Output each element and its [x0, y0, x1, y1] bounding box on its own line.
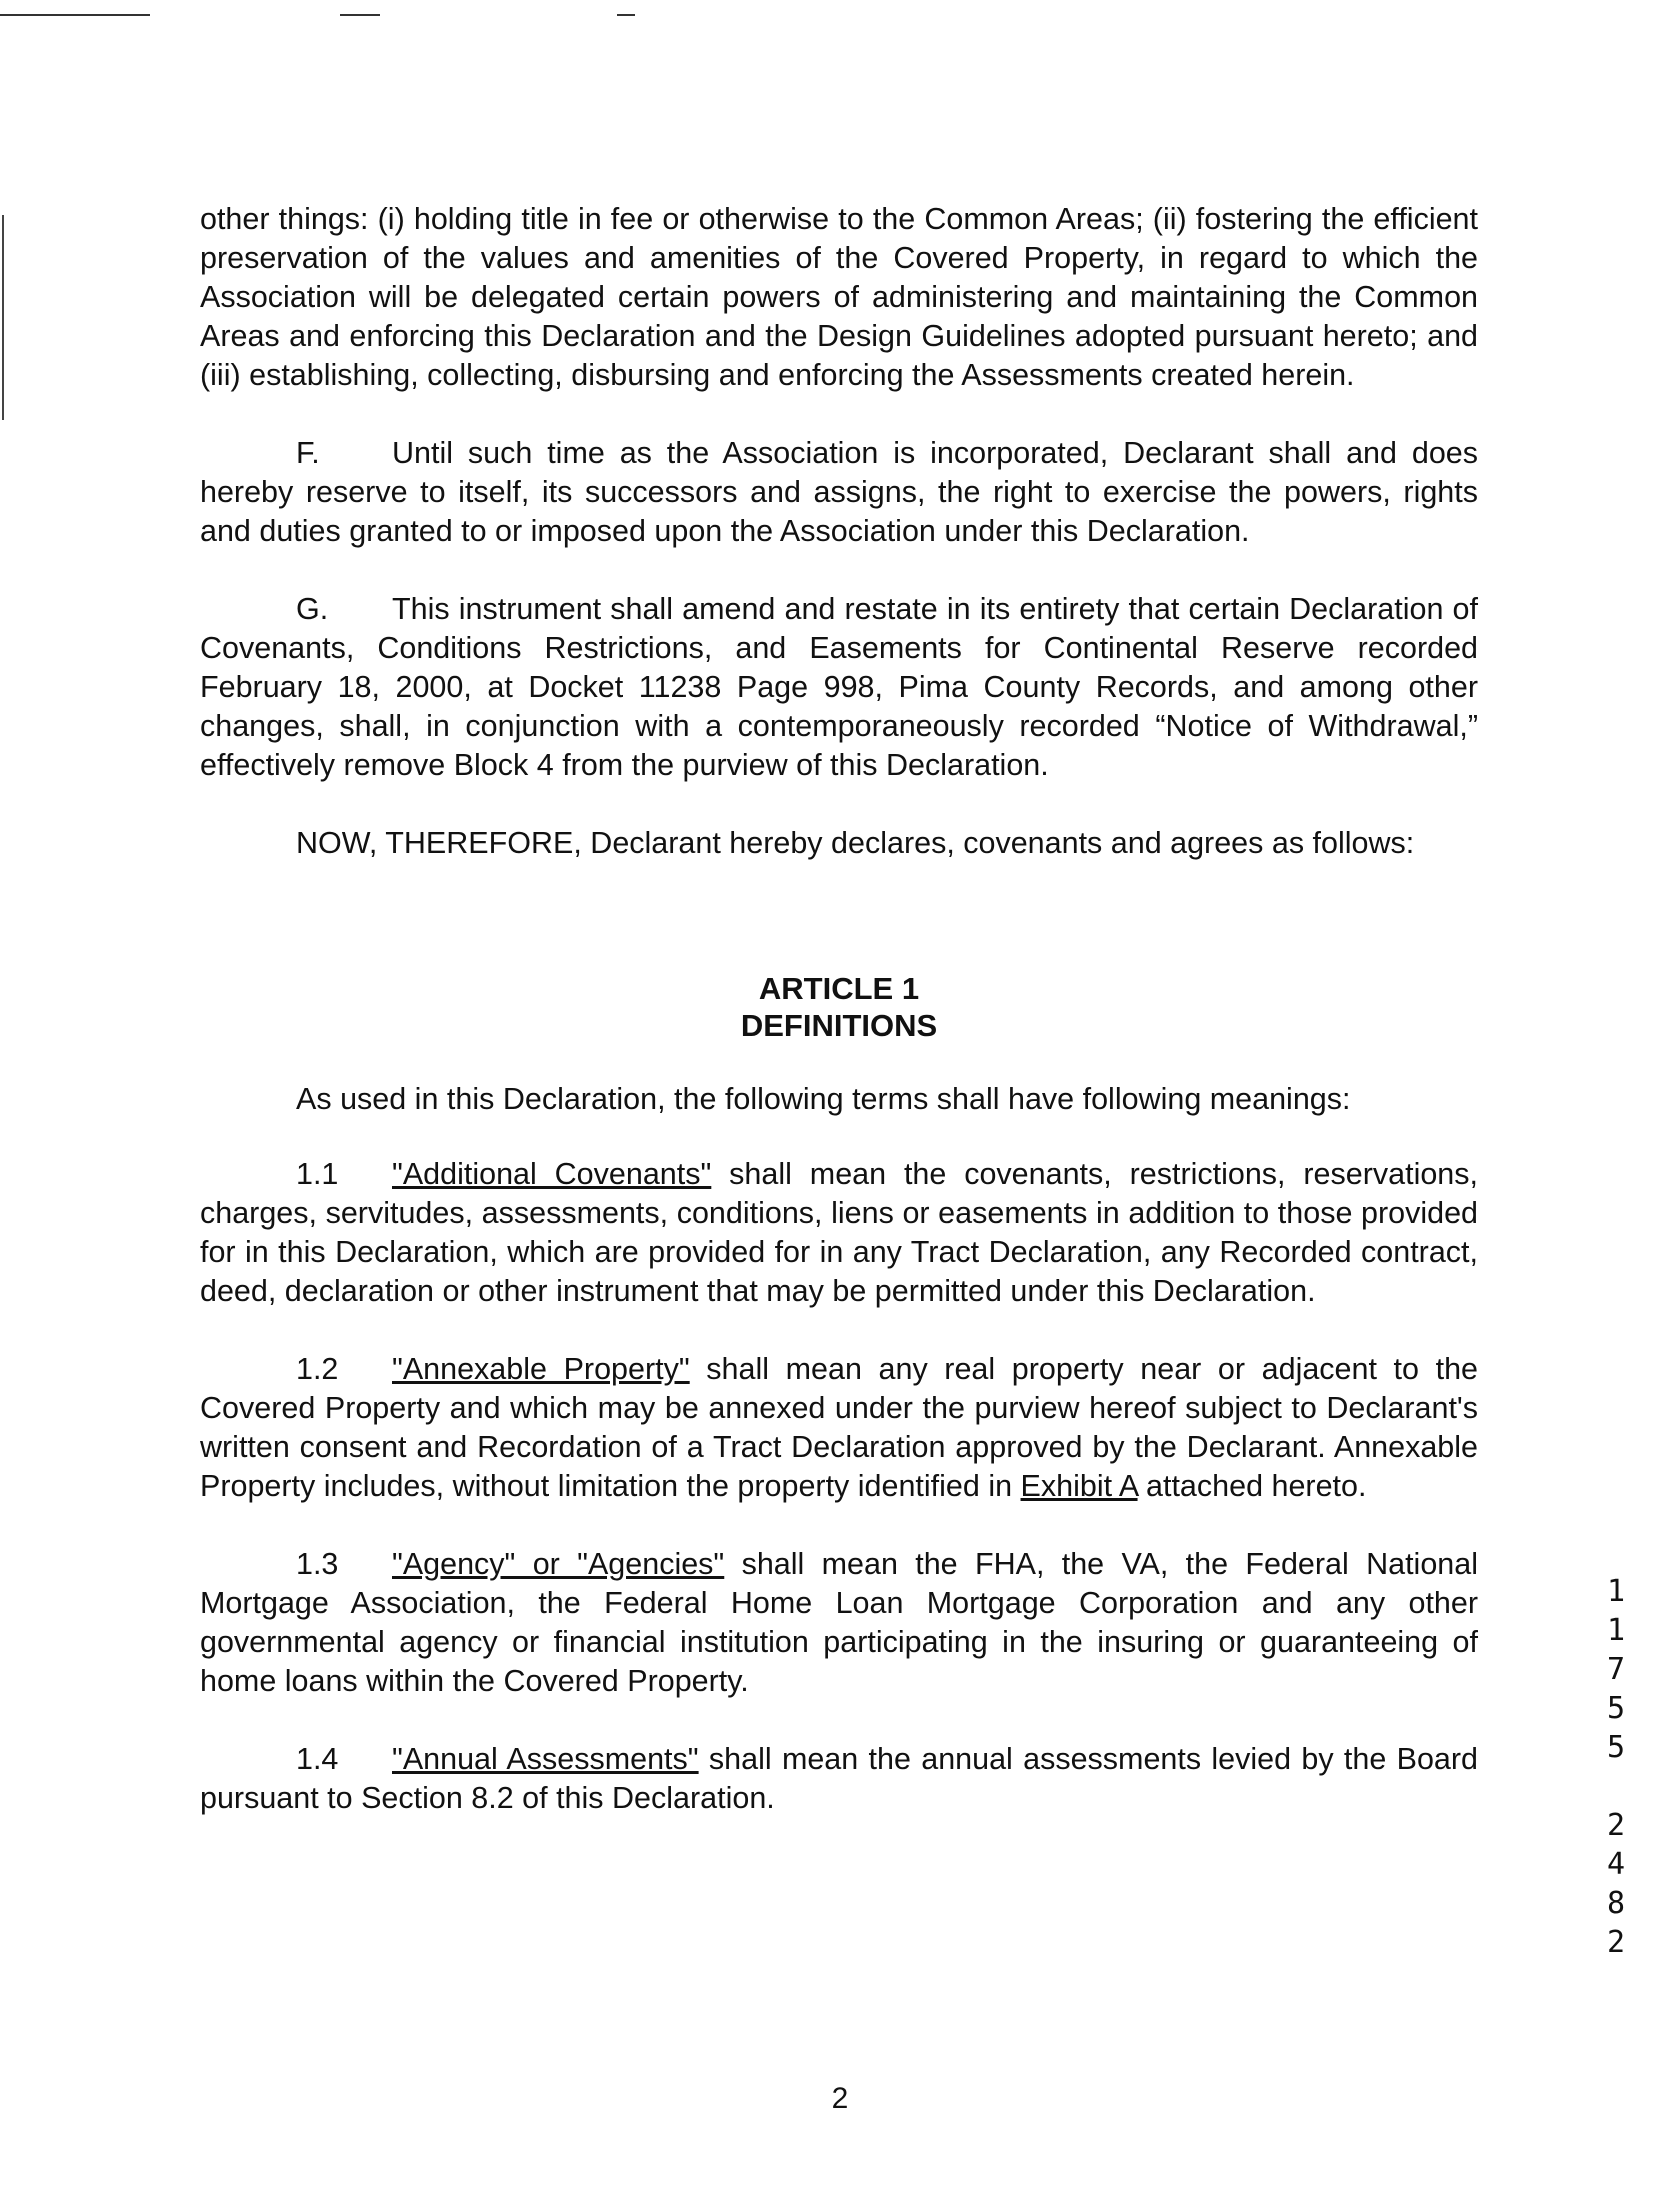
- defined-term: "Additional Covenants": [392, 1157, 712, 1191]
- now-therefore-paragraph: NOW, THEREFORE, Declarant hereby declares, covenants and agrees as follows:: [296, 826, 1415, 860]
- definitions-intro: As used in this Declaration, the following terms shall have following meanings:: [296, 1082, 1351, 1116]
- exhibit-reference: Exhibit A: [1020, 1469, 1138, 1503]
- defined-term: "Agency" or "Agencies": [392, 1547, 725, 1581]
- page-number: 2: [831, 2082, 849, 2115]
- definition-1-1: 1.1 "Additional Covenants" shall mean the covenants, restrictions, reservations, charges, servitudes, assessments, conditions, liens or easements in addition to those provided for in this Declaration, which are provided for in any Tract Declaration, any Recorded contract, deed, declaration or other instrument that may be permitted under this Declaration.: [200, 1157, 1478, 1308]
- article-heading: [200, 970, 1478, 1044]
- defined-term: "Annual Assessments": [392, 1742, 699, 1776]
- paragraph-continued: other things: (i) holding title in fee or otherwise to the Common Areas; (ii) fostering the efficient preservation of the values and amenities of the Covered Property, in regard to which the Association will be delegated certain powers of administering and maintaining the Common Areas and enforcing this Declaration and the Design Guidelines adopted pursuant hereto; and (iii) establishing, collecting, disbursing and enforcing the Assessments created herein.: [200, 202, 1478, 392]
- recital-f: F. Until such time as the Association is incorporated, Declarant shall and does hereby reserve to itself, its successors and assigns, the right to exercise the powers, rights and duties granted to or imposed upon the Association under this Declaration.: [200, 436, 1478, 548]
- document-body: [200, 200, 1478, 1857]
- scan-mark: [617, 14, 635, 16]
- margin-rule: [2, 215, 4, 420]
- article-title: DEFINITIONS: [740, 1008, 938, 1043]
- defined-term: "Annexable Property": [392, 1352, 690, 1386]
- article-number: ARTICLE 1: [758, 971, 920, 1006]
- scan-mark: [340, 14, 380, 16]
- recital-g: G. This instrument shall amend and restate in its entirety that certain Declaration of Covenants, Conditions Restrictions, and Easements for Continental Reserve recorded February 18, 2000, at Docket 11238 Page 998, Pima County Records, and among other changes, shall, in conjunction with a contemporaneously recorded “Notice of Withdrawal,” effectively remove Block 4 from the purview of this Declaration.: [200, 592, 1478, 782]
- definition-1-4: 1.4 "Annual Assessments" shall mean the annual assessments levied by the Board pursuant to Section 8.2 of this Declaration.: [200, 1742, 1478, 1815]
- definition-1-3: 1.3 "Agency" or "Agencies" shall mean the FHA, the VA, the Federal National Mortgage Association, the Federal Home Loan Mortgage Corporation and any other governmental agency or financial institution participating in the insuring or guaranteeing of home loans within the Covered Property.: [200, 1547, 1478, 1698]
- recording-number: 1 1 7 5 5 2 4 8 2: [1606, 1574, 1626, 1960]
- definition-1-2: 1.2 "Annexable Property" shall mean any real property near or adjacent to the Covered Property and which may be annexed under the purview hereof subject to Declarant's written consent and Recordation of a Tract Declaration approved by the Declarant. Annexable Property includes, without limitation the property identified in Exhibit A attached hereto.: [200, 1352, 1479, 1503]
- scan-mark: [0, 14, 150, 16]
